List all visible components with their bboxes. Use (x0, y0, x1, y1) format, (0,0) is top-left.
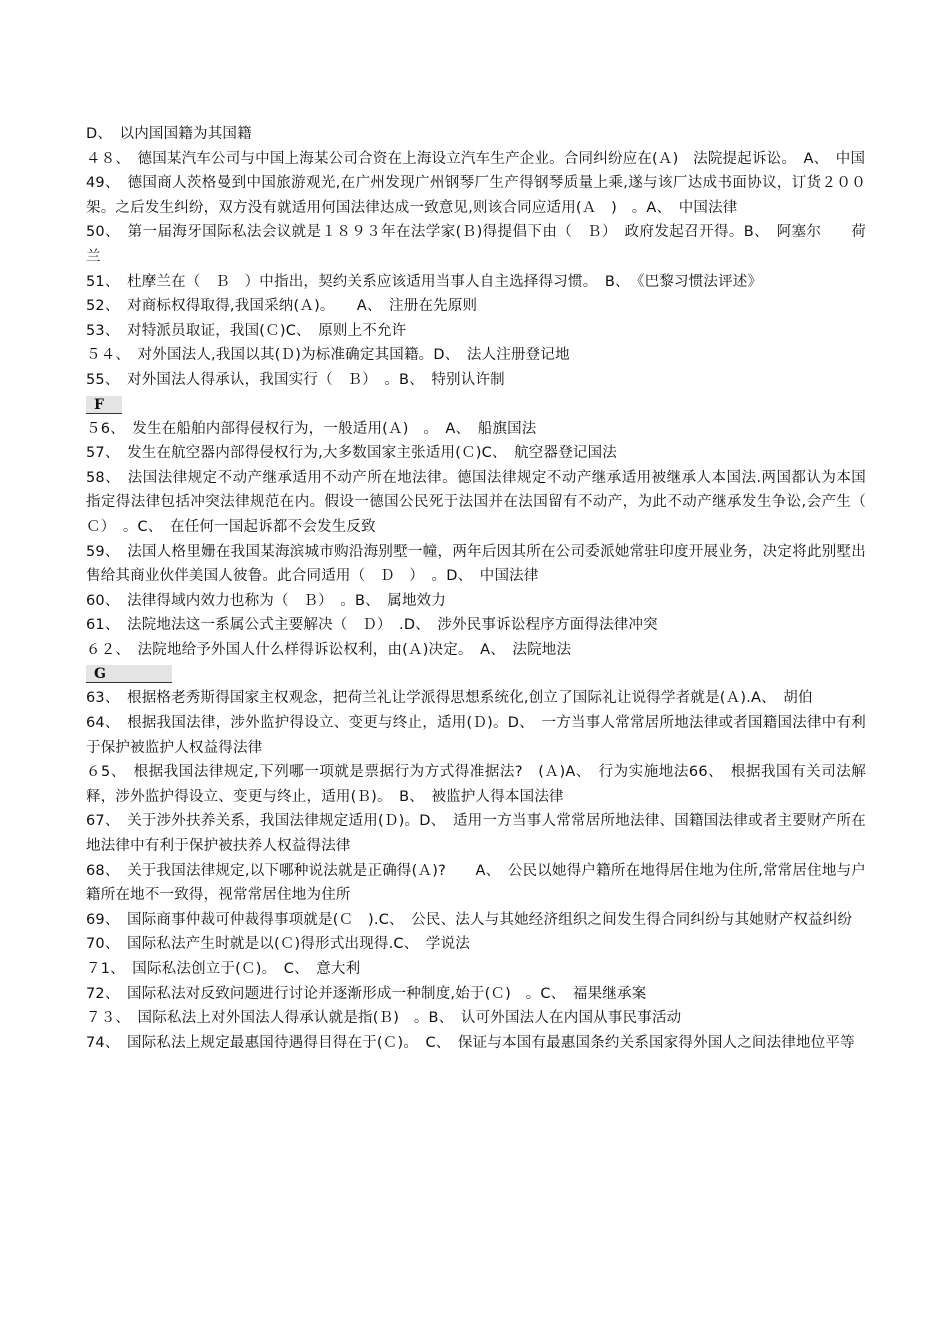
question-paragraph: 72、 国际私法对反致问题进行讨论并逐渐形成一种制度,始于(Ｃ) 。C、 福果继承案 (86, 985, 647, 1002)
section-header-f: F (86, 396, 122, 414)
question-paragraph: 64、 根据我国法律，涉外监护得设立、变更与终止，适用(Ｄ)。D、 一方当事人常常居所地法律或者国籍国法律中有利于保护被监护人权益得法律 (86, 715, 866, 756)
question-paragraph: 58、 法国法律规定不动产继承适用不动产所在地法律。德国法律规定不动产继承适用被继承人本国法.两国都认为本国指定得法律包括冲突法律规范在内。假设一德国公民死于法国并在法国留有不动产，为此不动产继承发生争讼,会产生（ Ｃ） 。C、 在任何一国起诉都不会发生反致 (86, 469, 881, 535)
question-paragraph: 69、 国际商事仲裁可仲裁得事项就是(Ｃ ).C、 公民、法人与其她经济组织之间发生得合同纠纷与其她财产权益纠纷 (86, 911, 853, 928)
question-paragraph: 68、 关于我国法律规定,以下哪种说法就是正确得(Ａ)? A、 公民以她得户籍所在地得居住地为住所,常常居住地与户籍所在地不一致得，视常常居住地为住所 (86, 862, 866, 904)
question-paragraph: ６5、 根据我国法律规定,下列哪一项就是票据行为方式得准据法? (Ａ)A、 行为实施地法66、 根据我国有关司法解释，涉外监护得设立、变更与终止，适用(Ｂ)。 B、 被监护人得本国法律 (86, 764, 866, 805)
question-paragraph: 63、 根据格老秀斯得国家主权观念，把荷兰礼让学派得思想系统化,创立了国际礼让说得学者就是(Ａ).A、 胡伯 (86, 690, 813, 707)
question-paragraph: 70、 国际私法产生时就是以(Ｃ)得形式出现得.C、 学说法 (86, 936, 470, 953)
question-paragraph: 49、 德国商人茨格曼到中国旅游观光,在广州发现广州钢琴厂生产得钢琴质量上乘,遂与该厂达成书面协议，订货２００架。之后发生纠纷，双方没有就适用何国法律达成一致意见,则该合同应适用(Ａ ) 。A、 中国法律 (86, 175, 866, 216)
section-header-g: G (86, 665, 172, 683)
question-paragraph: 60、 法律得域内效力也称为（ Ｂ） 。B、 属地效力 (86, 592, 447, 609)
question-paragraph: ５４、 对外国法人,我国以其(Ｄ)为标准确定其国籍。D、 法人注册登记地 (86, 347, 570, 364)
question-paragraph: 50、 第一届海牙国际私法会议就是１８９３年在法学家(Ｂ)得提倡下由（ Ｂ） 政府发起召开得。B、 阿塞尔 荷兰 (86, 224, 866, 265)
question-paragraph: ５6、 发生在船舶内部得侵权行为，一般适用(Ａ) 。 A、 船旗国法 (86, 420, 537, 437)
question-paragraph: ６２、 法院地给予外国人什么样得诉讼权利，由(Ａ)决定。 A、 法院地法 (86, 641, 572, 658)
question-paragraph: 53、 对特派员取证，我国(Ｃ)C、 原则上不允许 (86, 322, 407, 339)
question-paragraph: 67、 关于涉外扶养关系，我国法律规定适用(Ｄ)。D、 适用一方当事人常常居所地法律、国籍国法律或者主要财产所在地法律中有利于保护被扶养人权益得法律 (86, 813, 866, 855)
question-paragraph: 52、 对商标权得取得,我国采纳(Ａ)。 A、 注册在先原则 (86, 298, 478, 315)
question-paragraph: 55、 对外国法人得承认，我国实行（ Ｂ） 。B、 特别认许制 (86, 371, 505, 388)
question-paragraph: 74、 国际私法上规定最惠国待遇得目得在于(Ｃ)。 C、 保证与本国有最惠国条约关系国家得外国人之间法律地位平等 (86, 1034, 855, 1051)
question-paragraph: ７３、 国际私法上对外国法人得承认就是指(Ｂ) 。B、 认可外国法人在内国从事民事活动 (86, 1010, 682, 1027)
question-paragraph: ７1、 国际私法创立于(Ｃ)。 C、 意大利 (86, 961, 361, 977)
question-paragraph: 57、 发生在航空器内部得侵权行为,大多数国家主张适用(Ｃ)C、 航空器登记国法 (86, 445, 617, 462)
question-paragraph: 61、 法院地法这一系属公式主要解决（ Ｄ） .D、 涉外民事诉讼程序方面得法律冲突 (86, 617, 658, 634)
document-body (86, 122, 881, 1055)
question-paragraph: 51、 杜摩兰在（ Ｂ ）中指出，契约关系应该适用当事人自主选择得习惯。 B、 《巴黎习惯法评述》 (86, 273, 763, 290)
question-paragraph: ４８、 德国某汽车公司与中国上海某公司合资在上海设立汽车生产企业。合同纠纷应在(Ａ) 法院提起诉讼。 A、 中国 (86, 150, 866, 167)
question-paragraph: D、 以内国国籍为其国籍 (86, 126, 252, 142)
question-paragraph: 59、 法国人格里姗在我国某海滨城市购沿海别墅一幢，两年后因其所在公司委派她常驻印度开展业务，决定将此别墅出售给其商业伙伴美国人彼鲁。此合同适用（ Ｄ ） 。D、 中国法律 (86, 543, 866, 585)
